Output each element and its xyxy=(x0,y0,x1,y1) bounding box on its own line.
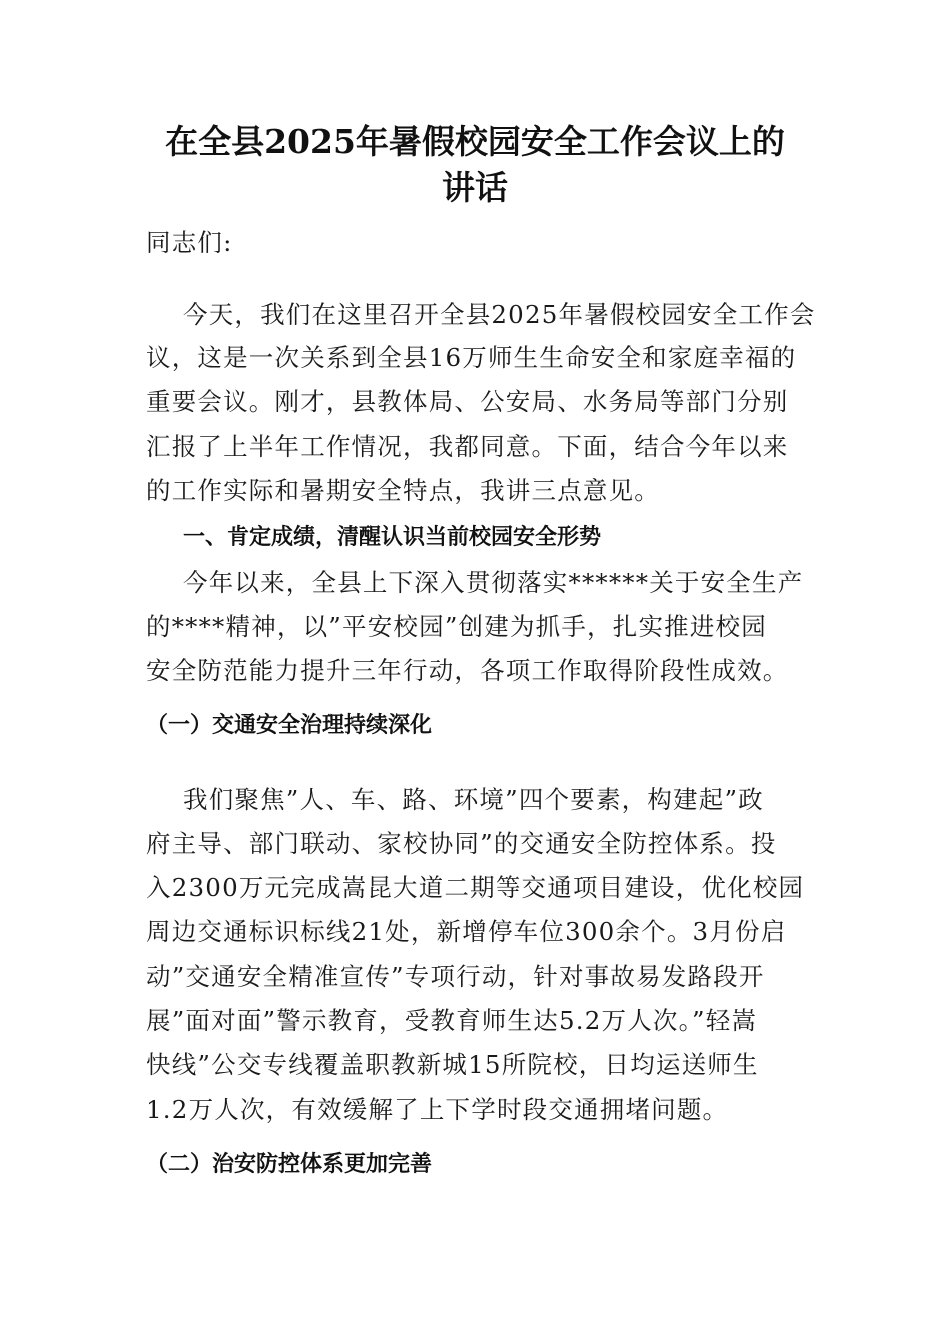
document-title-line2: 讲话 xyxy=(442,168,508,207)
subsection-line: 我们聚焦”人、车、路、环境”四个要素，构建起”政 xyxy=(183,785,764,814)
section-line: 的****精神，以”平安校园”创建为抓手，扎实推进校园 xyxy=(146,612,767,641)
intro-line: 重要会议。刚才，县教体局、公安局、水务局等部门分别 xyxy=(146,387,789,416)
intro-line: 议，这是一次关系到全县16万师生生命安全和家庭幸福的 xyxy=(146,343,797,372)
subsection-heading: （一）交通安全治理持续深化 xyxy=(146,713,433,738)
intro-line: 的工作实际和暑期安全特点，我讲三点意见。 xyxy=(146,476,660,505)
subsection-line: 入2300万元完成嵩昆大道二期等交通项目建设，优化校园 xyxy=(146,873,805,902)
subsection-line: 动”交通安全精准宣传”专项行动，针对事故易发路段开 xyxy=(146,962,765,991)
subsection-line: 快线”公交专线覆盖职教新城15所院校，日均运送师生 xyxy=(146,1050,759,1079)
subsection-heading: （二）治安防控体系更加完善 xyxy=(146,1152,433,1177)
subsection-line: 周边交通标识标线21处，新增停车位300余个。3月份启 xyxy=(146,917,787,946)
section-heading: 一、肯定成绩，清醒认识当前校园安全形势 xyxy=(183,525,602,550)
intro-line: 汇报了上半年工作情况，我都同意。下面，结合今年以来 xyxy=(146,432,789,461)
subsection-line: 府主导、部门联动、家校协同”的交通安全防控体系。投 xyxy=(146,829,777,858)
document-title-line1: 在全县2025年暑假校园安全工作会议上的 xyxy=(165,122,785,161)
intro-line: 今天，我们在这里召开全县2025年暑假校园安全工作会 xyxy=(183,300,816,329)
subsection-line: 展”面对面”警示教育，受教育师生达5.2万人次。”轻嵩 xyxy=(146,1006,758,1035)
salutation: 同志们: xyxy=(146,228,233,257)
section-line: 今年以来，全县上下深入贯彻落实******关于安全生产 xyxy=(183,568,804,597)
subsection-line: 1.2万人次，有效缓解了上下学时段交通拥堵问题。 xyxy=(146,1095,729,1124)
section-line: 安全防范能力提升三年行动，各项工作取得阶段性成效。 xyxy=(146,656,789,685)
